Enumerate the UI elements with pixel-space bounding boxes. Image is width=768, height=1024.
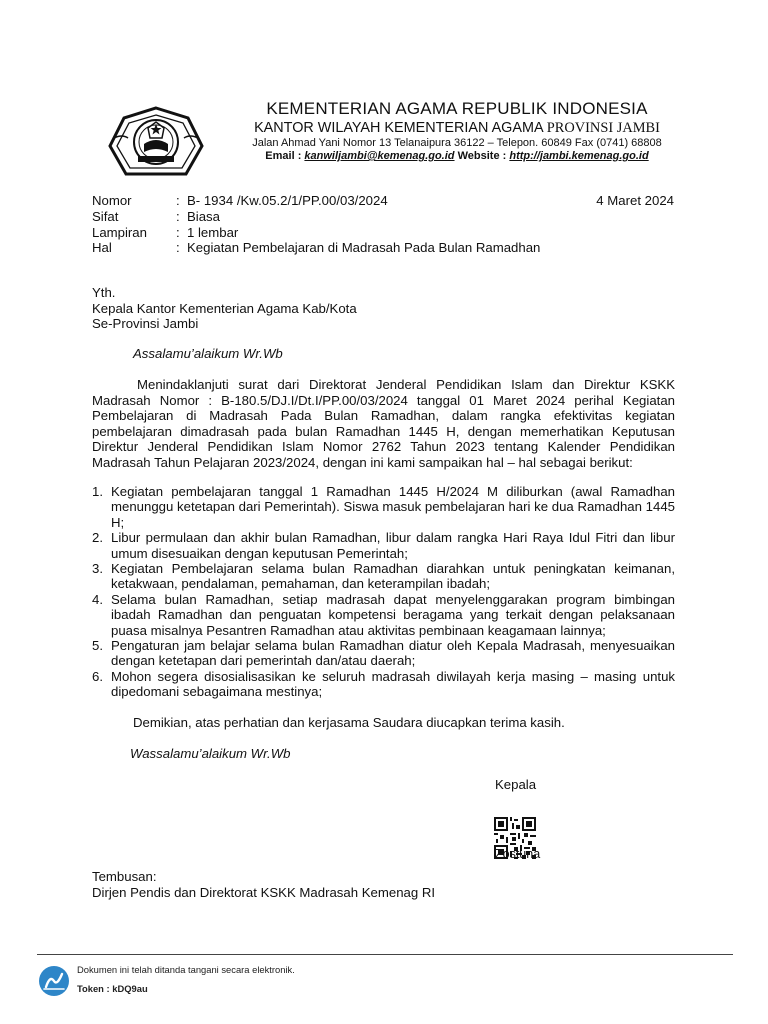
list-item-text: Kegiatan pembelajaran tanggal 1 Ramadhan 1445 H/2024 M diliburkan (awal Ramadhan menunggu ketetapan dari Pemerintah). Siswa masuk pembelajaran hari ke dua Ramadhan 1445 H; bbox=[111, 484, 675, 530]
meta-value: Biasa bbox=[187, 209, 220, 224]
ministry-title: KEMENTERIAN AGAMA REPUBLIK INDONESIA bbox=[266, 99, 648, 118]
meta-label: Hal bbox=[92, 240, 112, 255]
meta-row-lampiran: Lampiran : 1 lembar bbox=[92, 225, 239, 240]
office-name: KANTOR WILAYAH KEMENTERIAN AGAMA bbox=[254, 120, 547, 136]
cc-label: Tembusan: bbox=[92, 869, 157, 884]
list-item bbox=[92, 561, 675, 592]
list-item-number: 6. bbox=[92, 668, 103, 684]
list-item-text: Kegiatan Pembelajaran selama bulan Ramadhan diarahkan untuk peningkatan keimanan, ketakwaan, pendalaman, pemahaman, dan keterampilan ibadah; bbox=[111, 561, 675, 592]
meta-label: Nomor bbox=[92, 193, 132, 208]
list-item-text: Pengaturan jam belajar selama bulan Ramadhan diatur oleh Kepala Madrasah, menyesuaikan dengan ketetapan dari pemerintah dan/atau daerah; bbox=[111, 638, 675, 669]
list-item-number: 3. bbox=[92, 561, 103, 577]
signer-name: Zostuna bbox=[495, 847, 541, 861]
footer-note: Dokumen ini telah ditanda tangani secara elektronik. bbox=[77, 964, 295, 975]
meta-value: B- 1934 /Kw.05.2/1/PP.00/03/2024 bbox=[187, 193, 388, 208]
list-item bbox=[92, 484, 675, 530]
list-item-number: 1. bbox=[92, 484, 103, 499]
list-item-number: 5. bbox=[92, 638, 103, 654]
signer-title: Kepala bbox=[495, 777, 537, 792]
list-item-number: 2. bbox=[92, 530, 103, 546]
footer-token: Token : kDQ9au bbox=[77, 983, 148, 994]
meta-label: Sifat bbox=[92, 209, 119, 224]
list-item-text: Mohon segera disosialisasikan ke seluruh madrasah diwilayah kerja masing – masing untuk dipedomani sebagaimana mestinya; bbox=[111, 668, 675, 700]
body-text: Menindaklanjuti surat dari Direktorat Jenderal Pendidikan Islam dan Direktur KSKK Madrasah Nomor : B-180.5/DJ.I/Dt.I/PP.00/03/2024 tanggal 01 Maret 2024 perihal Kegiatan Pembelajaran di Madrasah Pada Bulan Ramadhan, dalam rangka efektivitas kegiatan pembelajaran dimadrasah pada bulan Ramadhan 1445 H, dengan memerhatikan Keputusan Direktur Jenderal Pendidikan Islam Nomor 2762 Tahun 2023 tentang Kalender Pendidikan Madrasah Tahun Pelajaran 2023/2024, dengan ini kami sampaikan hal – hal sebagai berikut: bbox=[92, 377, 675, 470]
body-paragraph bbox=[92, 377, 675, 471]
greeting: Assalamu’alaikum Wr.Wb bbox=[133, 346, 283, 361]
meta-label: Lampiran bbox=[92, 225, 147, 240]
footer-divider bbox=[37, 954, 733, 955]
meta-row-nomor: Nomor : B- 1934 /Kw.05.2/1/PP.00/03/2024 bbox=[92, 193, 388, 208]
e-signature-icon bbox=[38, 965, 70, 997]
letter-date: 4 Maret 2024 bbox=[596, 193, 674, 208]
points-list bbox=[92, 484, 675, 700]
meta-row-hal: Hal : Kegiatan Pembelajaran di Madrasah Pada Bulan Ramadhan bbox=[92, 240, 541, 255]
list-item-text: Libur permulaan dan akhir bulan Ramadhan, libur dalam rangka Hari Raya Idul Fitri dan libur umum disesuaikan dengan keputusan Pemerintah; bbox=[111, 530, 675, 561]
website-label: Website : bbox=[454, 150, 510, 162]
list-item-text: Selama bulan Ramadhan, setiap madrasah dapat menyelenggarakan program bimbingan ibadah Ramadhan dan penguatan kompetensi beragama yang terkait dengan pelaksanaan puasa misalnya Pesantren Ramadhan atau aktivitas pembinaan keagamaan lainnya; bbox=[111, 591, 675, 638]
list-item bbox=[92, 592, 675, 638]
meta-row-sifat: Sifat : Biasa bbox=[92, 209, 220, 224]
office-address: Jalan Ahmad Yani Nomor 13 Telanaipura 36122 – Telepon. 60849 Fax (0741) 68808 bbox=[252, 137, 662, 149]
closing-salam: Wassalamu’alaikum Wr.Wb bbox=[130, 746, 291, 761]
cc-text: Dirjen Pendis dan Direktorat KSKK Madrasah Kemenag RI bbox=[92, 885, 436, 900]
email-link[interactable]: kanwiljambi@kemenag.go.id bbox=[304, 150, 455, 162]
recipient-area: Se-Provinsi Jambi bbox=[92, 316, 199, 331]
closing-text: Demikian, atas perhatian dan kerjasama Saudara diucapkan terima kasih. bbox=[133, 715, 565, 730]
kemenag-logo-icon bbox=[108, 106, 204, 180]
email-label: Email : bbox=[265, 150, 305, 162]
list-item-number: 4. bbox=[92, 591, 103, 607]
office-contact bbox=[222, 150, 692, 162]
recipient-name: Kepala Kantor Kementerian Agama Kab/Kota bbox=[92, 301, 357, 316]
list-item bbox=[92, 669, 675, 700]
list-item bbox=[92, 638, 675, 669]
recipient-yth: Yth. bbox=[92, 285, 116, 300]
list-item bbox=[92, 530, 675, 561]
website-link[interactable]: http://jambi.kemenag.go.id bbox=[509, 150, 649, 162]
meta-value: 1 lembar bbox=[187, 225, 239, 240]
province-name: PROVINSI JAMBI bbox=[546, 120, 660, 136]
meta-value: Kegiatan Pembelajaran di Madrasah Pada Bulan Ramadhan bbox=[187, 240, 541, 255]
office-subtitle bbox=[222, 120, 692, 137]
